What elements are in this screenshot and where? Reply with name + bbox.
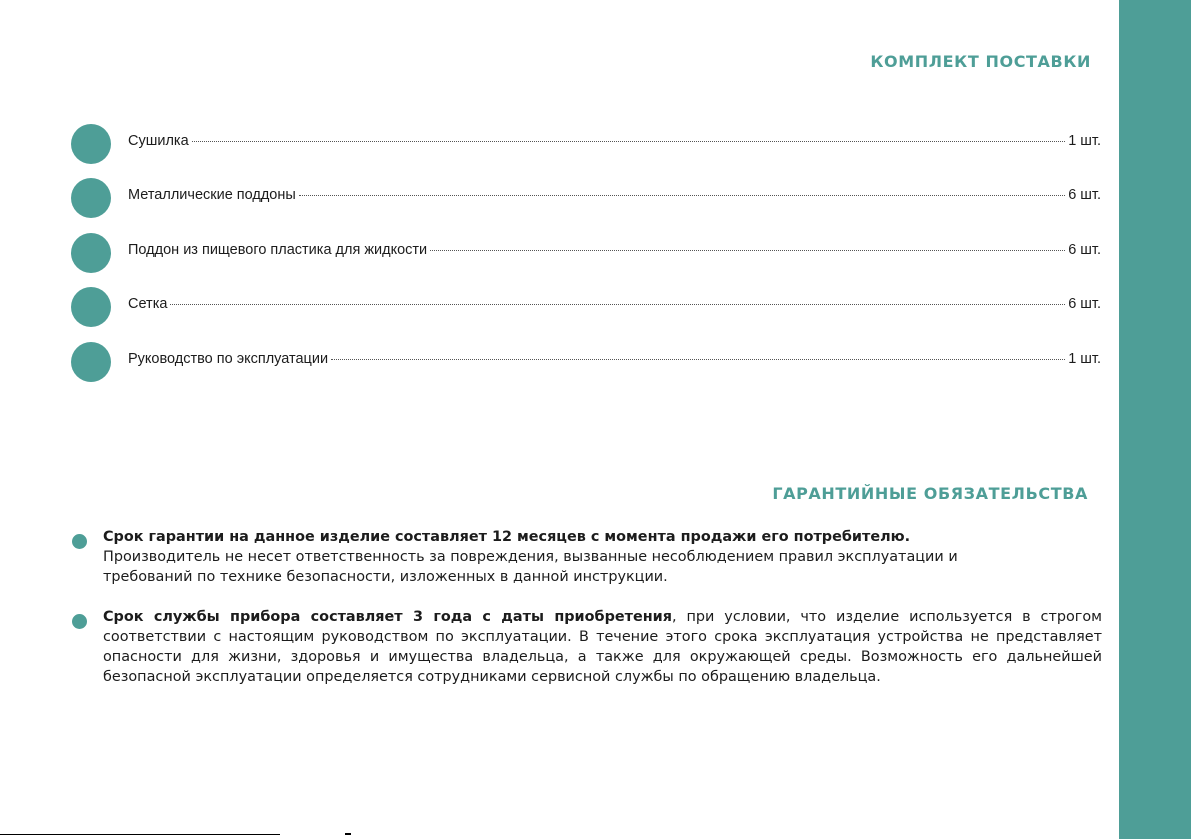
kit-item [71,342,1101,382]
kit-item-qty: 1 шт. [1068,133,1101,149]
service-life-rest: , при условии, что изделие используется в строгом соответствии с настоящим руководством по эксплуатации. В течение этого срока эксплуатация устройства не представляет опасности для жизни, здоровья и имущества владельца, а также для окружающей среды. Возможность его дальнейшей безопасной эксплуатации определяется сотрудниками сервисной службы по обращению владельца. [103,609,1102,685]
warranty-section-title: ГАРАНТИЙНЫЕ ОБЯЗАТЕЛЬСТВА [772,484,1088,503]
kit-row [128,242,1101,258]
kit-item [71,178,1101,218]
kit-item-qty: 6 шт. [1068,242,1101,258]
warranty-term-text [103,527,1102,587]
bullet-circle-icon [71,233,111,273]
kit-item-name: Металлические поддоны [128,187,296,203]
warranty-term-line: Производитель не несет ответственность за повреждения, вызванные несоблюдением правил эксплуатации и [103,549,958,565]
kit-item-name: Поддон из пищевого пластика для жидкости [128,242,428,258]
dotted-leader [299,195,1065,196]
service-life-text [103,607,1102,687]
dotted-leader [430,250,1065,251]
kit-item-qty: 6 шт. [1068,187,1101,203]
page-mark [345,833,351,835]
kit-item [71,124,1101,164]
service-life-bold: Срок службы прибора составляет 3 года с даты приобретения [103,609,673,625]
kit-item-name: Сетка [128,296,168,312]
warranty-term-line: требований по технике безопасности, изложенных в данной инструкции. [103,569,668,585]
dotted-leader [331,359,1065,360]
kit-section-title: КОМПЛЕКТ ПОСТАВКИ [870,52,1091,71]
kit-item-name: Руководство по эксплуатации [128,351,329,367]
kit-row [128,187,1101,203]
dotted-leader [170,304,1065,305]
bullet-circle-icon [71,178,111,218]
side-accent-bar [1119,0,1191,839]
bullet-circle-icon [71,287,111,327]
dotted-leader [192,141,1066,142]
footnote-rule [0,834,280,835]
bullet-dot-icon [72,534,87,549]
kit-row [128,133,1101,149]
kit-item-name: Сушилка [128,133,189,149]
kit-row [128,296,1101,312]
bullet-circle-icon [71,124,111,164]
kit-item-qty: 1 шт. [1068,351,1101,367]
warranty-term-bold: Срок гарантии на данное изделие составляет 12 месяцев с момента продажи его потребителю. [103,529,911,545]
kit-item-qty: 6 шт. [1068,296,1101,312]
kit-row [128,351,1101,367]
kit-item [71,287,1101,327]
bullet-dot-icon [72,614,87,629]
kit-item [71,233,1101,273]
bullet-circle-icon [71,342,111,382]
